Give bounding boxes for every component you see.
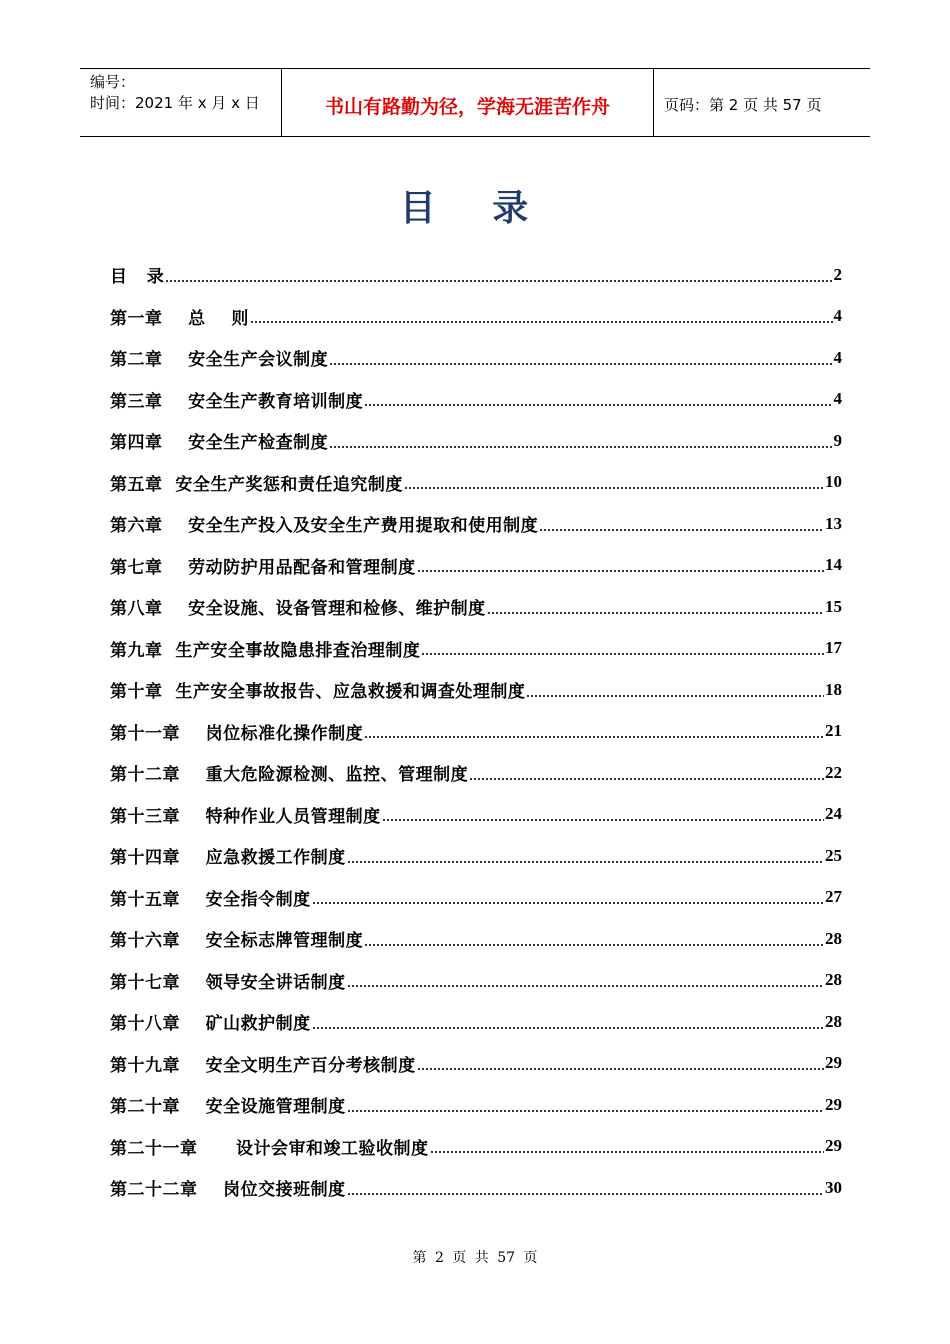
toc-entry-page: 29 [825,1136,842,1156]
toc-entry-title: 第十三章 特种作业人员管理制度 [110,806,381,827]
toc-leader-dots [329,362,832,366]
toc-leader-dots [347,984,824,988]
toc-entry[interactable] [110,420,842,462]
toc-entry-title: 第十八章 矿山救护制度 [110,1014,311,1035]
header-page-info: 页码：第 2 页 共 57 页 [664,96,822,114]
toc-entry[interactable] [110,1167,842,1209]
toc-entry[interactable] [110,752,842,794]
toc-leader-dots [382,818,824,822]
toc-leader-dots [404,486,824,490]
toc-entry[interactable] [110,711,842,753]
toc-entry-title: 目 录 [110,267,165,288]
table-of-contents [110,254,842,1209]
toc-entry-page: 15 [825,596,842,616]
toc-entry-page: 21 [825,721,842,741]
toc-entry[interactable] [110,503,842,545]
header-meta [80,69,282,136]
toc-leader-dots [347,1109,824,1113]
toc-entry[interactable] [110,835,842,877]
toc-entry-title: 第二十二章 岗位交接班制度 [110,1180,346,1201]
toc-entry-title: 第九章 生产安全事故隐患排查治理制度 [110,640,421,661]
toc-entry[interactable] [110,1126,842,1168]
toc-entry-title: 第八章 安全设施、设备管理和检修、维护制度 [110,599,486,620]
toc-leader-dots [539,528,824,532]
toc-leader-dots [165,279,832,283]
toc-entry[interactable] [110,296,842,338]
toc-leader-dots [469,777,824,781]
toc-entry-title: 第六章 安全生产投入及安全生产费用提取和使用制度 [110,516,539,537]
toc-leader-dots [312,901,824,905]
toc-entry-title: 第四章 安全生产检查制度 [110,433,329,454]
toc-entry[interactable] [110,1084,842,1126]
toc-leader-dots [421,652,824,656]
toc-entry-title: 第三章 安全生产教育培训制度 [110,391,364,412]
toc-entry[interactable] [110,669,842,711]
toc-entry-title: 第十七章 领导安全讲话制度 [110,972,346,993]
toc-entry-page: 29 [825,1053,842,1073]
toc-entry-page: 30 [825,1177,842,1197]
toc-entry-title: 第十四章 应急救援工作制度 [110,848,346,869]
toc-entry[interactable] [110,254,842,296]
toc-entry[interactable] [110,918,842,960]
toc-leader-dots [364,403,832,407]
toc-leader-dots [250,320,833,324]
toc-entry[interactable] [110,337,842,379]
date-label: 时间：2021 年 x 月 x 日 [90,94,260,112]
toc-leader-dots [417,1067,824,1071]
toc-entry-page: 28 [825,1011,842,1031]
toc-entry[interactable] [110,877,842,919]
toc-entry[interactable] [110,379,842,421]
toc-entry-title: 第七章 劳动防护用品配备和管理制度 [110,557,416,578]
toc-entry-page: 22 [825,762,842,782]
toc-leader-dots [417,569,824,573]
code-label: 编号： [90,73,136,91]
toc-leader-dots [364,943,824,947]
toc-entry-page: 24 [825,804,842,824]
header-motto: 书山有路勤为径，学海无涯苦作舟 [282,69,654,136]
toc-entry-title: 第二章 安全生产会议制度 [110,350,329,371]
toc-entry[interactable] [110,462,842,504]
toc-entry[interactable] [110,586,842,628]
toc-entry-page: 18 [825,679,842,699]
toc-leader-dots [526,694,824,698]
toc-entry-page: 27 [825,887,842,907]
toc-entry-title: 第一章 总 则 [110,308,249,329]
page-title: 目 录 [399,188,551,229]
toc-entry[interactable] [110,960,842,1002]
toc-entry-title: 第十六章 安全标志牌管理制度 [110,931,364,952]
toc-entry-title: 第五章 安全生产奖惩和责任追究制度 [110,474,403,495]
toc-entry-page: 10 [825,472,842,492]
toc-entry-page: 4 [833,347,842,367]
toc-entry[interactable] [110,1001,842,1043]
toc-entry-title: 第十九章 安全文明生产百分考核制度 [110,1055,416,1076]
toc-entry-page: 13 [825,513,842,533]
toc-entry-title: 第十二章 重大危险源检测、监控、管理制度 [110,765,469,786]
toc-leader-dots [312,1026,824,1030]
toc-entry-page: 14 [825,555,842,575]
toc-leader-dots [487,611,824,615]
toc-entry-page: 25 [825,845,842,865]
toc-entry-page: 28 [825,970,842,990]
toc-entry[interactable] [110,1043,842,1085]
toc-entry-page: 2 [833,264,842,284]
document-header [80,68,870,137]
toc-entry-title: 第二十章 安全设施管理制度 [110,1097,346,1118]
toc-leader-dots [430,1150,824,1154]
toc-leader-dots [364,735,824,739]
page-footer: 第 2 页 共 57 页 [412,1250,538,1266]
toc-entry-page: 29 [825,1094,842,1114]
toc-entry-page: 17 [825,638,842,658]
toc-entry[interactable] [110,545,842,587]
toc-leader-dots [347,860,824,864]
toc-entry-title: 第十一章 岗位标准化操作制度 [110,723,364,744]
toc-leader-dots [347,1192,824,1196]
toc-entry-title: 第二十一章 设计会审和竣工验收制度 [110,1138,429,1159]
toc-entry-page: 4 [833,389,842,409]
toc-entry-page: 4 [833,306,842,326]
toc-entry-page: 28 [825,928,842,948]
toc-entry-page: 9 [833,430,842,450]
toc-entry-title: 第十章 生产安全事故报告、应急救援和调查处理制度 [110,682,526,703]
toc-entry[interactable] [110,794,842,836]
toc-leader-dots [329,445,832,449]
toc-entry[interactable] [110,628,842,670]
toc-entry-title: 第十五章 安全指令制度 [110,889,311,910]
